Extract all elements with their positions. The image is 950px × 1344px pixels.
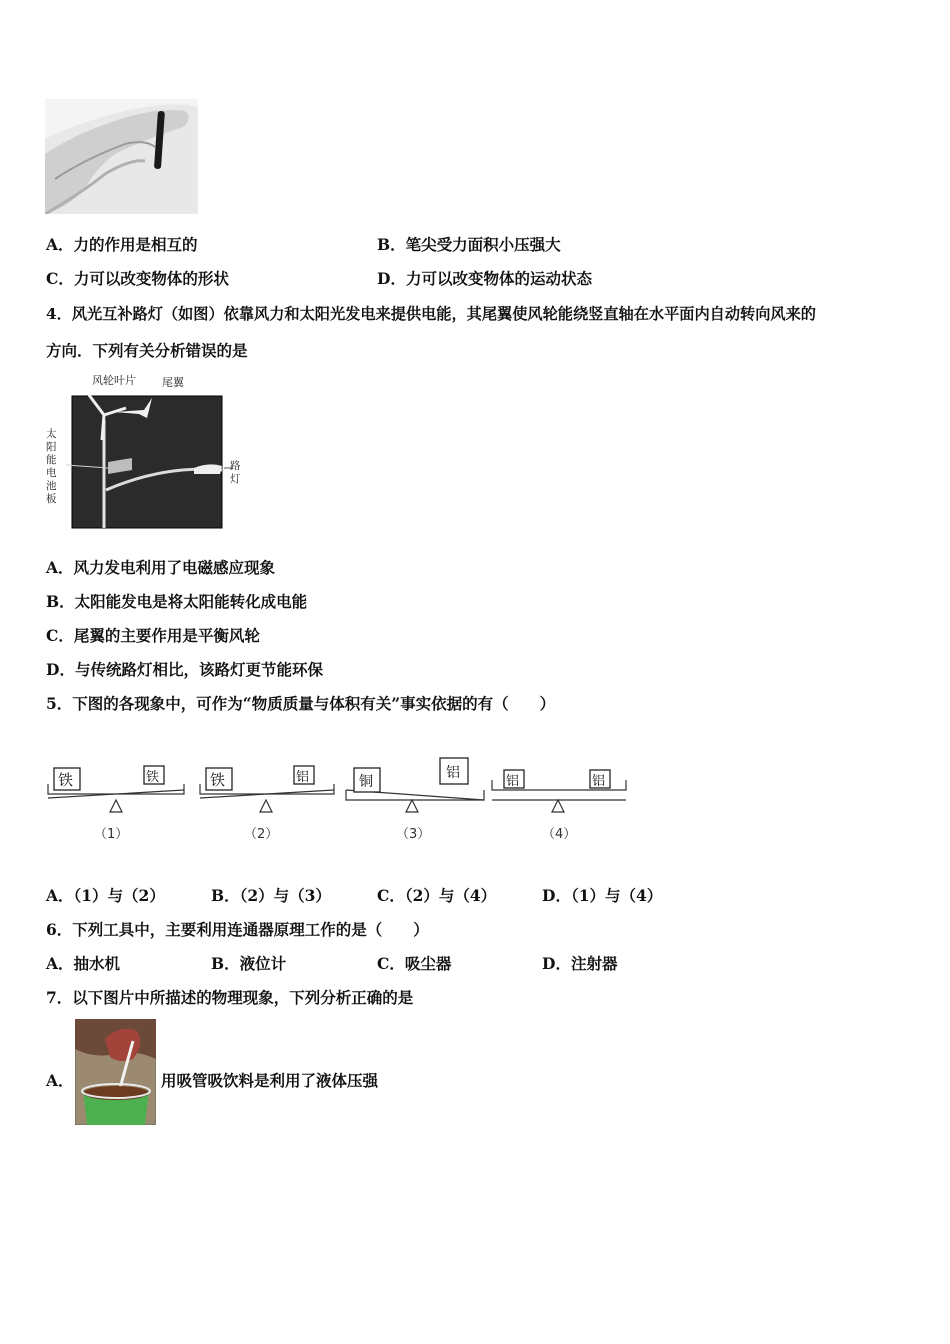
- q4-option-a[interactable]: A．风力发电利用了电磁感应现象: [46, 558, 276, 577]
- q7-option-a-letter[interactable]: A．: [46, 1071, 74, 1090]
- wind-solar-streetlight-figure: [44, 370, 244, 530]
- scale-2-right: 铝: [296, 770, 310, 785]
- q4-option-c[interactable]: C．尾翼的主要作用是平衡风轮: [46, 626, 260, 645]
- q5-option-b[interactable]: B．（2）与（3）: [211, 886, 331, 905]
- label-solar-panel: 太阳能电池板: [46, 428, 57, 505]
- scale-2-left: 铁: [210, 771, 226, 789]
- q6-option-d[interactable]: D．注射器: [542, 954, 618, 973]
- q5-option-a[interactable]: A．（1）与（2）: [46, 886, 165, 905]
- q5-option-d[interactable]: D．（1）与（4）: [542, 886, 663, 905]
- scale-1-caption: （1）: [94, 827, 129, 842]
- scale-4-caption: （4）: [542, 827, 577, 842]
- q6-stem: 6．下列工具中，主要利用连通器原理工作的是（ ）: [46, 920, 429, 939]
- scale-1-left: 铁: [58, 771, 74, 789]
- balance-scales-figure: [44, 750, 634, 845]
- q3-option-d[interactable]: D．力可以改变物体的运动状态: [377, 269, 592, 288]
- finger-pen-photo: [45, 99, 198, 214]
- label-tail: 尾翼: [162, 376, 184, 389]
- q3-option-b[interactable]: B．笔尖受力面积小压强大: [377, 235, 561, 254]
- scale-4-right: 铝: [592, 774, 606, 789]
- scale-1-right: 铁: [146, 770, 160, 785]
- label-blades: 风轮叶片: [92, 374, 136, 387]
- q3-option-a[interactable]: A．力的作用是相互的: [46, 235, 198, 254]
- label-lamp: 路灯: [230, 460, 241, 485]
- scale-2-caption: （2）: [244, 827, 279, 842]
- q7-option-a-text[interactable]: 用吸管吸饮料是利用了液体压强: [161, 1071, 379, 1090]
- scale-3-caption: （3）: [396, 827, 431, 842]
- scale-3-left: 铜: [359, 774, 373, 790]
- q4-option-b[interactable]: B．太阳能发电是将太阳能转化成电能: [46, 592, 308, 611]
- q5-option-c[interactable]: C．（2）与（4）: [377, 886, 497, 905]
- scale-3-right: 铝: [446, 765, 460, 781]
- q3-option-c[interactable]: C．力可以改变物体的形状: [46, 269, 229, 288]
- q6-option-c[interactable]: C．吸尘器: [377, 954, 452, 973]
- q4-option-d[interactable]: D．与传统路灯相比，该路灯更节能环保: [46, 660, 323, 679]
- q6-option-b[interactable]: B．液位计: [211, 954, 287, 973]
- q4-stem-line2: 方向．下列有关分析错误的是: [46, 341, 248, 360]
- q5-stem: 5．下图的各现象中，可作为“物质质量与体积有关”事实依据的有（ ）: [46, 694, 556, 713]
- scale-4-left: 铝: [506, 774, 520, 789]
- q4-stem-line1: 4．风光互补路灯（如图）依靠风力和太阳光发电来提供电能，其尾翼使风轮能绕竖直轴在水平面内自动转向风来的: [46, 305, 816, 323]
- straw-drink-photo: [75, 1019, 156, 1125]
- q7-stem: 7．以下图片中所描述的物理现象，下列分析正确的是: [46, 988, 414, 1007]
- q6-option-a[interactable]: A．抽水机: [46, 954, 121, 973]
